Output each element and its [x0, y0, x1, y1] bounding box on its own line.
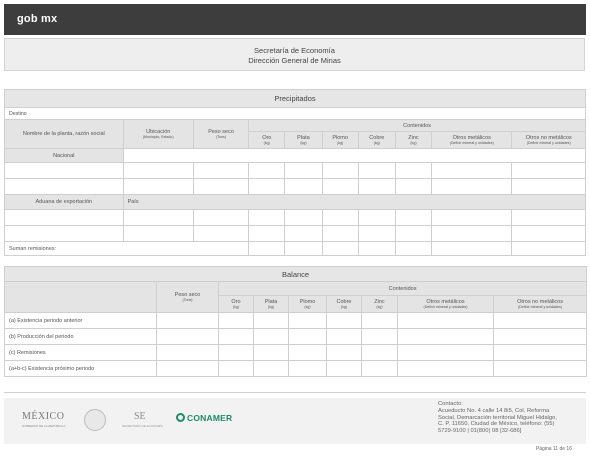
metal-cobre-header — [358, 132, 395, 149]
input-cell[interactable] — [289, 313, 327, 329]
balance-row-label: (a+b-c) Existencia próximo periodo — [5, 361, 157, 377]
input-cell[interactable] — [494, 313, 587, 329]
input-cell[interactable] — [395, 210, 431, 226]
input-cell[interactable] — [512, 242, 586, 256]
input-cell[interactable] — [157, 329, 219, 345]
input-cell[interactable] — [123, 179, 193, 195]
metal-unit: (Definir mineral y unidades) — [518, 305, 563, 309]
metal-plomo-header — [322, 132, 358, 149]
input-cell[interactable] — [249, 163, 285, 179]
metal-unit: (kg) — [410, 141, 417, 145]
input-cell[interactable] — [219, 313, 254, 329]
input-cell[interactable] — [5, 210, 124, 226]
input-cell[interactable] — [123, 226, 193, 242]
input-cell[interactable] — [327, 345, 362, 361]
input-cell[interactable] — [395, 163, 431, 179]
metal-name: Cobre — [336, 299, 352, 305]
metal-unit: (Definir mineral y unidades) — [423, 305, 468, 309]
col-ubicacion — [123, 120, 193, 149]
table-row — [5, 345, 587, 361]
metal-unit: (kg) — [300, 141, 307, 145]
table-row — [5, 313, 587, 329]
balance-plata-header — [254, 296, 289, 313]
balance-row-label: (c) Remisiones — [5, 345, 157, 361]
metal-oro-header — [249, 132, 285, 149]
metal-name: Cobre — [369, 135, 385, 141]
metal-name: Otros no metálicos — [525, 135, 572, 141]
input-cell[interactable] — [322, 226, 358, 242]
input-cell[interactable] — [285, 210, 322, 226]
metal-unit: (kg) — [232, 305, 240, 309]
table-row — [5, 361, 587, 377]
input-cell[interactable] — [249, 210, 285, 226]
input-cell[interactable] — [249, 179, 285, 195]
input-cell[interactable] — [322, 242, 358, 256]
input-cell[interactable] — [398, 361, 494, 377]
balance-row-label: (a) Existencia periodo anterior — [5, 313, 157, 329]
input-cell[interactable] — [219, 345, 254, 361]
metal-unit: (kg) — [337, 141, 344, 145]
input-cell[interactable] — [432, 242, 512, 256]
input-cell[interactable] — [157, 345, 219, 361]
input-cell[interactable] — [512, 163, 586, 179]
input-cell[interactable] — [432, 226, 512, 242]
input-cell[interactable] — [5, 179, 124, 195]
secretaria-title: Secretaría de Economía — [254, 46, 335, 55]
balance-contenidos-header: Contenidos — [219, 282, 587, 296]
metal-zinc-header — [395, 132, 431, 149]
input-cell[interactable] — [5, 226, 124, 242]
input-cell[interactable] — [398, 329, 494, 345]
input-cell[interactable] — [362, 361, 398, 377]
input-cell[interactable] — [327, 329, 362, 345]
input-cell[interactable] — [285, 163, 322, 179]
col-peso-label: Peso seco — [208, 129, 234, 135]
contact-block — [438, 401, 578, 435]
input-cell[interactable] — [512, 226, 586, 242]
balance-peso-label: Peso seco — [174, 292, 201, 298]
balance-zinc-header — [362, 296, 398, 313]
input-cell[interactable] — [254, 313, 289, 329]
metal-unit: (Definir mineral y unidades) — [526, 141, 571, 145]
input-cell[interactable] — [398, 345, 494, 361]
direccion-title: Dirección General de Minas — [248, 56, 341, 65]
input-cell[interactable] — [327, 313, 362, 329]
input-cell[interactable] — [432, 179, 512, 195]
conamer-logo: CONAMER — [187, 413, 233, 423]
balance-title: Balance — [5, 267, 587, 282]
input-cell[interactable] — [219, 329, 254, 345]
metal-name: Oro — [231, 299, 241, 305]
input-cell[interactable] — [362, 313, 398, 329]
contact-line: C. P. 11650, Ciudad de México, teléfono: (55) — [438, 421, 555, 428]
metal-unit: (kg) — [263, 141, 270, 145]
input-cell[interactable] — [285, 226, 322, 242]
metal-name: Zinc — [408, 135, 419, 141]
footer — [4, 398, 586, 444]
balance-blank-header — [5, 282, 157, 313]
input-cell[interactable] — [193, 210, 248, 226]
input-cell[interactable] — [249, 242, 285, 256]
input-cell[interactable] — [193, 179, 248, 195]
input-cell[interactable] — [289, 361, 327, 377]
col-ubicacion-sub: (Municipio, Estado) — [142, 135, 174, 139]
contenidos-header: Contenidos — [249, 120, 586, 132]
metal-name: Plomo — [299, 299, 316, 305]
input-cell[interactable] — [395, 242, 431, 256]
input-cell[interactable] — [289, 345, 327, 361]
input-cell[interactable] — [362, 329, 398, 345]
suman-remisiones-label: Suman remisiones: — [5, 242, 249, 256]
input-cell[interactable] — [285, 179, 322, 195]
input-cell[interactable] — [322, 179, 358, 195]
input-cell[interactable] — [358, 226, 395, 242]
nacional-label: Nacional — [5, 149, 124, 163]
input-cell[interactable] — [512, 210, 586, 226]
input-cell[interactable] — [358, 210, 395, 226]
se-logo-sub: SECRETARÍA DE ECONOMÍA — [122, 424, 163, 428]
input-cell[interactable] — [285, 242, 322, 256]
table-row — [5, 210, 586, 226]
input-cell[interactable] — [362, 345, 398, 361]
input-cell[interactable] — [254, 345, 289, 361]
metal-unit: (kg) — [373, 141, 380, 145]
metal-name: Otros no metálicos — [517, 299, 563, 305]
input-cell[interactable] — [219, 361, 254, 377]
input-cell[interactable] — [494, 329, 587, 345]
input-cell[interactable] — [494, 361, 587, 377]
mexico-logo: MÉXICO — [22, 411, 65, 422]
contact-line: Acueducto No. 4 calle 14 8i5, Col. Reforma — [438, 407, 550, 414]
input-cell[interactable] — [123, 210, 193, 226]
input-cell[interactable] — [157, 361, 219, 377]
contact-title: Contacto: — [438, 401, 463, 407]
col-peso-seco — [193, 120, 248, 149]
aduana-label: Aduana de exportación — [5, 195, 124, 210]
metal-name: Plata — [297, 135, 310, 141]
balance-otros-metalicos-header — [398, 296, 494, 313]
input-cell[interactable] — [193, 163, 248, 179]
metal-name: Zinc — [374, 299, 385, 305]
metal-name: Oro — [262, 135, 272, 141]
balance-otros-no-metalicos-header — [494, 296, 587, 313]
table-row — [5, 226, 586, 242]
contact-line: Social, Demarcación territorial Miguel Hidalgo, — [438, 414, 557, 421]
mexico-logo-sub: GOBIERNO DE LA REPÚBLICA — [22, 424, 66, 428]
table-row — [5, 163, 586, 179]
input-cell[interactable] — [358, 242, 395, 256]
input-cell[interactable] — [398, 313, 494, 329]
input-cell[interactable] — [358, 179, 395, 195]
col-peso-sub: (Tons) — [216, 135, 227, 139]
input-cell[interactable] — [395, 226, 431, 242]
table-row — [5, 179, 586, 195]
metal-name: Otros metálicos — [426, 299, 465, 305]
input-cell[interactable] — [5, 163, 124, 179]
table-row — [5, 329, 587, 345]
input-cell[interactable] — [157, 313, 219, 329]
balance-cobre-header — [327, 296, 362, 313]
metal-unit: (Definir mineral y unidades) — [449, 141, 494, 145]
balance-table — [4, 266, 587, 377]
metal-plata-header — [285, 132, 322, 149]
input-cell[interactable] — [322, 210, 358, 226]
input-cell[interactable] — [193, 226, 248, 242]
balance-col-peso — [157, 282, 219, 313]
input-cell[interactable] — [395, 179, 431, 195]
input-cell[interactable] — [254, 361, 289, 377]
footer-divider — [4, 392, 586, 393]
precipitados-title: Precipitados — [5, 90, 586, 108]
precipitados-table — [4, 89, 586, 256]
gobmx-logo[interactable]: gob mx — [17, 13, 58, 25]
metal-unit: (kg) — [340, 305, 348, 309]
pais-label: País — [123, 195, 585, 210]
balance-row-label: (b) Producción del periodo — [5, 329, 157, 345]
page-number: Página 11 de 16 — [535, 446, 572, 452]
title-box — [4, 38, 585, 71]
balance-oro-header — [219, 296, 254, 313]
metal-otros-no-metalicos-header — [512, 132, 586, 149]
nacional-field[interactable] — [123, 149, 585, 163]
balance-plomo-header — [289, 296, 327, 313]
metal-name: Plata — [264, 299, 278, 305]
destino-label: Destino — [5, 108, 586, 120]
conamer-icon — [176, 413, 185, 422]
metal-unit: (kg) — [304, 305, 311, 309]
input-cell[interactable] — [432, 210, 512, 226]
col-nombre-planta: Nombre de la planta, razón social — [5, 120, 124, 149]
metal-otros-metalicos-header — [432, 132, 512, 149]
top-bar — [4, 4, 586, 35]
se-logo: SE — [134, 411, 146, 422]
metal-unit: (kg) — [376, 305, 383, 309]
input-cell[interactable] — [358, 163, 395, 179]
input-cell[interactable] — [254, 329, 289, 345]
input-cell[interactable] — [249, 226, 285, 242]
balance-peso-sub: (Tons) — [182, 298, 193, 302]
national-seal-icon — [84, 409, 106, 431]
input-cell[interactable] — [432, 163, 512, 179]
metal-name: Plomo — [332, 135, 348, 141]
input-cell[interactable] — [494, 345, 587, 361]
col-ubicacion-label: Ubicación — [146, 129, 171, 135]
input-cell[interactable] — [327, 361, 362, 377]
contact-line: 5729-9100 | 01(800) 08 [32-686] — [438, 428, 522, 435]
input-cell[interactable] — [289, 329, 327, 345]
input-cell[interactable] — [322, 163, 358, 179]
metal-unit: (kg) — [267, 305, 275, 309]
metal-name: Otros metálicos — [452, 135, 491, 141]
input-cell[interactable] — [512, 179, 586, 195]
input-cell[interactable] — [123, 163, 193, 179]
